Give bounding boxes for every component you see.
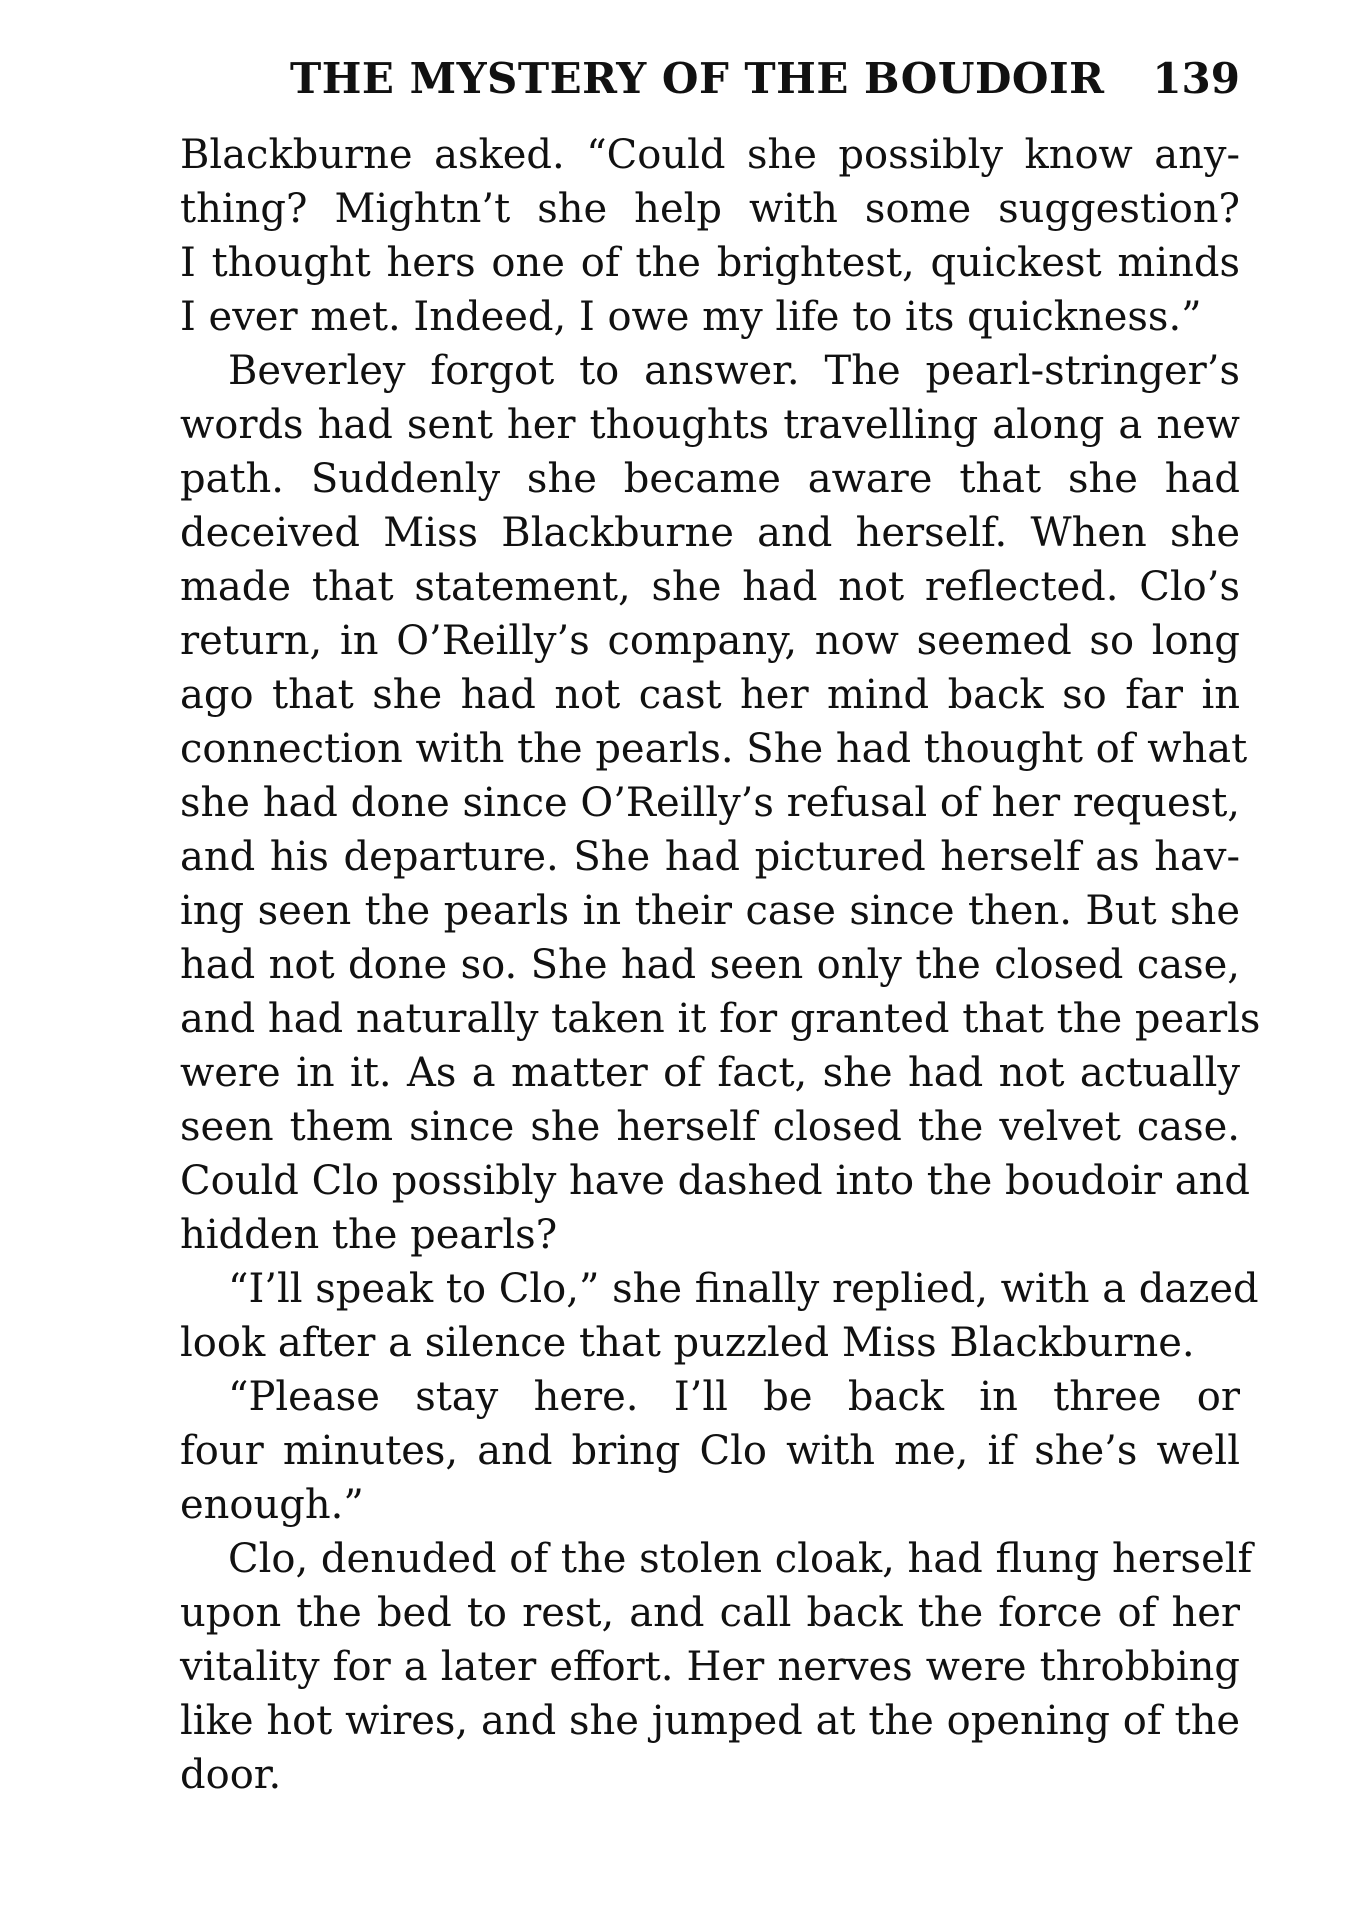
- text-line: words had sent her thoughts travelling along a new: [180, 402, 1240, 448]
- text-line: like hot wires, and she jumped at the opening of the: [180, 1698, 1240, 1744]
- text-line: look after a silence that puzzled Miss Blackburne.: [180, 1320, 1195, 1366]
- text-line: connection with the pearls. She had thought of what: [180, 726, 1248, 772]
- text-line: she had done since O’Reilly’s refusal of her request,: [180, 780, 1240, 826]
- body-text: [180, 128, 1261, 1802]
- text-line: were in it. As a matter of fact, she had not actually: [180, 1050, 1240, 1096]
- text-line: seen them since she herself closed the velvet case.: [180, 1104, 1240, 1150]
- text-line: had not done so. She had seen only the closed case,: [180, 942, 1240, 988]
- text-line: ago that she had not cast her mind back so far in: [180, 672, 1240, 718]
- text-line: Could Clo possibly have dashed into the boudoir and: [180, 1158, 1250, 1204]
- text-line: four minutes, and bring Clo with me, if she’s well: [180, 1428, 1240, 1474]
- page-number: 139: [1152, 54, 1240, 103]
- text-line: and had naturally taken it for granted that the pearls: [180, 996, 1261, 1042]
- text-line: I thought hers one of the brightest, quickest minds: [180, 240, 1240, 286]
- text-line: thing? Mightn’t she help with some suggestion?: [180, 186, 1240, 232]
- text-line: door.: [180, 1752, 282, 1798]
- text-line: ing seen the pearls in their case since then. But she: [180, 888, 1240, 934]
- text-line: enough.”: [180, 1482, 364, 1528]
- text-line: vitality for a later effort. Her nerves were throbbing: [180, 1644, 1240, 1690]
- text-line: path. Suddenly she became aware that she had: [180, 456, 1240, 502]
- text-line: deceived Miss Blackburne and herself. When she: [180, 510, 1240, 556]
- text-line: upon the bed to rest, and call back the force of her: [180, 1590, 1240, 1636]
- running-header: [290, 54, 1240, 114]
- text-line: and his departure. She had pictured herself as hav-: [180, 834, 1240, 880]
- text-line: made that statement, she had not reflected. Clo’s: [180, 564, 1240, 610]
- text-line: Clo, denuded of the stolen cloak, had flung herself: [228, 1536, 1253, 1582]
- running-title: THE MYSTERY OF THE BOUDOIR: [290, 54, 1105, 103]
- text-line: hidden the pearls?: [180, 1212, 558, 1258]
- text-line: return, in O’Reilly’s company, now seemed so long: [180, 618, 1240, 664]
- text-line: Blackburne asked. “Could she possibly know any-: [180, 132, 1240, 178]
- text-line: Beverley forgot to answer. The pearl-stringer’s: [228, 348, 1240, 394]
- text-line: I ever met. Indeed, I owe my life to its quickness.”: [180, 294, 1202, 340]
- text-line: “I’ll speak to Clo,” she finally replied, with a dazed: [228, 1266, 1259, 1312]
- text-line: “Please stay here. I’ll be back in three or: [228, 1374, 1240, 1420]
